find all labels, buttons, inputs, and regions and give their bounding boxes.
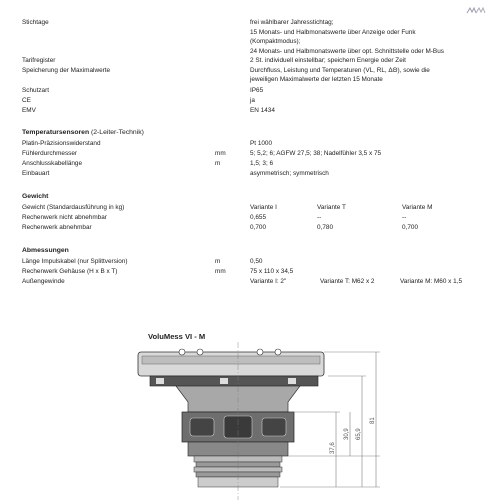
section-title: Temperatursensoren [22, 129, 90, 136]
spec-value: 5; 5,2; 6; AGFW 27,5; 38; Nadelfühler 3,5 x 75 [250, 150, 382, 157]
spec-label: Einbauart [22, 170, 50, 177]
spec-label: Fühlerdurchmesser [22, 150, 78, 157]
spec-row [22, 170, 482, 179]
dimension-label-65-9: 65,9 [356, 428, 362, 440]
weight-value-variant-m: Variante M [402, 204, 433, 211]
dimension-value: 0,50 [250, 258, 263, 265]
spec-unit: mm [215, 150, 226, 157]
dimension-row [22, 258, 482, 267]
spec-row [22, 160, 482, 169]
weight-label: Rechenwerk abnehmbar [22, 224, 92, 231]
spec-value: Pt 1000 [250, 140, 273, 147]
dimension-value: 75 x 110 x 34,5 [250, 268, 294, 275]
figure-title: VoluMess VI - M [148, 332, 206, 341]
weight-value-variant-i: 0,700 [250, 224, 266, 231]
dimension-unit: m [215, 258, 221, 265]
dimension-label: Außengewinde [22, 278, 65, 285]
weight-row [22, 224, 482, 233]
section-subtitle: (2-Leiter-Technik) [91, 129, 144, 136]
weight-value-variant-t: Variante T [317, 204, 346, 211]
weight-row [22, 204, 482, 213]
weight-value-variant-t: -- [317, 214, 322, 221]
section-heading-temperature [22, 129, 144, 138]
spec-value: IP65 [250, 87, 264, 94]
spec-value: 24 Monats- und Halbmonatswerte über opt. Schnittstelle oder M-Bus [250, 47, 444, 55]
spec-row [22, 38, 482, 47]
spec-value: 1,5; 3; 6 [250, 160, 274, 167]
spec-value: asymmetrisch; symmetrisch [250, 170, 329, 177]
spec-row [22, 76, 482, 85]
spec-label: Stichtage [22, 19, 49, 26]
spec-row [22, 67, 482, 76]
spec-value: ja [250, 97, 255, 104]
section-title: Abmessungen [22, 247, 69, 254]
dimension-label-37-6: 37,6 [330, 442, 336, 454]
dimension-label-81: 81 [370, 417, 376, 424]
dimension-row [22, 278, 482, 287]
dimension-label: Rechenwerk Gehäuse (H x B x T) [22, 268, 118, 275]
spec-value: 15 Monats- und Halbmonatswerte über Anzeige oder Funk [250, 28, 416, 36]
spec-label: EMV [22, 106, 36, 114]
section-heading-weight [22, 193, 48, 202]
device-technical-drawing [128, 342, 398, 500]
spec-value: 2 St. individuell einstellbar; speichern Energie oder Zeit [250, 57, 406, 64]
spec-unit: m [215, 160, 221, 167]
spec-value: EN 1434 [250, 106, 275, 114]
spec-row [22, 29, 482, 38]
spec-label: Platin-Präzisionswiderstand [22, 140, 101, 147]
weight-label: Rechenwerk nicht abnehmbar [22, 214, 107, 221]
weight-value-variant-i: 0,655 [250, 214, 266, 221]
weight-value-variant-m: 0,700 [402, 224, 418, 231]
thread-variant-i: Variante I: 2" [250, 278, 287, 285]
spec-value: Durchfluss, Leistung und Temperaturen (VL, RL, ΔΘ), sowie die [250, 66, 430, 74]
spec-row [22, 97, 482, 106]
dimension-label: Länge Impulskabel (nur Splittversion) [22, 258, 128, 265]
calculator-housing [138, 349, 324, 386]
dimension-unit: mm [215, 268, 226, 275]
brand-logo-icon [466, 6, 486, 15]
spec-row [22, 87, 482, 96]
spec-label: Anschlusskabellänge [22, 160, 83, 167]
spec-label: Speicherung der Maximalwerte [22, 66, 111, 74]
spec-label: Tarifregister [22, 57, 56, 64]
spec-value: jeweiligen Maximalwerte der letzten 15 Monate [250, 76, 383, 83]
spec-label: Schutzart [22, 87, 49, 94]
dimension-label-30-9: 30,9 [344, 428, 350, 440]
section-heading-dimensions [22, 247, 69, 256]
thread-variant-t: Variante T: M62 x 2 [320, 278, 375, 285]
dimension-row [22, 268, 482, 277]
weight-row [22, 214, 482, 223]
weight-value-variant-t: 0,780 [317, 224, 333, 231]
spec-label: CE [22, 97, 31, 104]
spec-row [22, 48, 482, 57]
spec-row [22, 107, 482, 116]
spec-row [22, 140, 482, 149]
spec-row [22, 19, 482, 28]
spec-row [22, 150, 482, 159]
spec-value: frei wählbarer Jahresstichtag; [250, 19, 334, 26]
section-title: Gewicht [22, 193, 49, 200]
spec-value: (Kompaktmodus); [250, 38, 301, 45]
spec-row [22, 57, 482, 66]
weight-label: Gewicht (Standardausführung in kg) [22, 204, 125, 211]
thread-variant-m: Variante M: M60 x 1,5 [400, 278, 463, 285]
weight-value-variant-m: -- [402, 214, 407, 221]
weight-value-variant-i: Variante I [250, 204, 277, 211]
